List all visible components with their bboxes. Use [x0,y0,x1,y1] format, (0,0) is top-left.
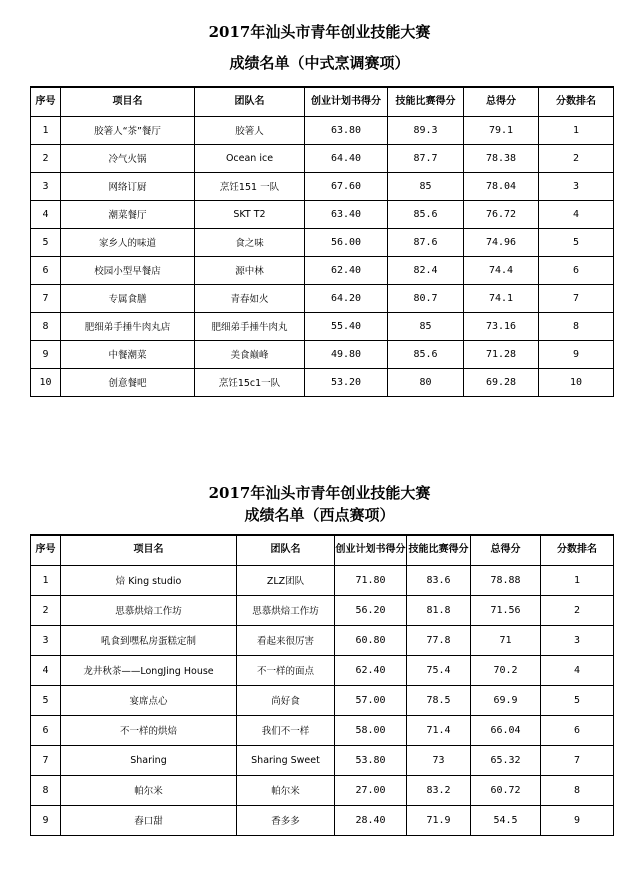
cell-index: 8 [31,775,61,805]
cell-project-name: 思慕烘焙工作坊 [61,595,237,625]
cell-team-name: 不一样的面点 [237,655,335,685]
cell-index: 10 [31,368,61,396]
cell-rank: 9 [541,805,614,835]
cell-index: 1 [31,565,61,595]
cell-team-name: 看起来很厉害 [237,625,335,655]
cell-total-score: 74.1 [464,284,539,312]
cell-project-name: 肥细弟手捶牛肉丸店 [61,312,195,340]
cell-plan-score: 63.40 [305,200,388,228]
header-total-score: 总得分 [471,535,541,565]
cell-project-name: 胶箸人“茶”餐厅 [61,116,195,144]
cell-index: 9 [31,340,61,368]
table-row [31,685,614,715]
cell-plan-score: 67.60 [305,172,388,200]
cell-rank: 2 [541,595,614,625]
cell-team-name: ZLZ团队 [237,565,335,595]
cell-plan-score: 28.40 [335,805,407,835]
header-rank: 分数排名 [541,535,614,565]
cell-total-score: 69.9 [471,685,541,715]
table-row [31,256,614,284]
cell-project-name: 不一样的烘焙 [61,715,237,745]
table-header [31,535,614,565]
cell-skill-score: 85.6 [388,200,464,228]
cell-plan-score: 53.20 [305,368,388,396]
cell-team-name: 思慕烘焙工作坊 [237,595,335,625]
table-row [31,625,614,655]
cell-rank: 8 [539,312,614,340]
cell-index: 5 [31,228,61,256]
cell-plan-score: 64.20 [305,284,388,312]
cell-plan-score: 53.80 [335,745,407,775]
cell-index: 4 [31,200,61,228]
cell-rank: 9 [539,340,614,368]
table-body [31,565,614,835]
cell-total-score: 74.4 [464,256,539,284]
cell-skill-score: 71.4 [407,715,471,745]
cell-index: 3 [31,625,61,655]
cell-team-name: 烹饪151 一队 [195,172,305,200]
cell-skill-score: 85 [388,172,464,200]
cell-project-name: 创意餐吧 [61,368,195,396]
header-row [31,535,614,565]
cell-total-score: 78.88 [471,565,541,595]
cell-index: 7 [31,284,61,312]
cell-rank: 5 [539,228,614,256]
cell-rank: 6 [539,256,614,284]
cell-rank: 3 [541,625,614,655]
cell-index: 6 [31,715,61,745]
cell-skill-score: 87.7 [388,144,464,172]
cell-project-name: Sharing [61,745,237,775]
table-row [31,655,614,685]
cell-plan-score: 64.40 [305,144,388,172]
header-rank: 分数排名 [539,87,614,116]
pastry-results-table [30,534,614,836]
cell-plan-score: 55.40 [305,312,388,340]
cell-rank: 1 [541,565,614,595]
cell-total-score: 71.56 [471,595,541,625]
section2-title: 2017年汕头市青年创业技能大赛 [208,484,431,502]
cell-project-name: 网络订厨 [61,172,195,200]
cell-project-name: 潮菜餐厅 [61,200,195,228]
cell-total-score: 79.1 [464,116,539,144]
cell-rank: 7 [541,745,614,775]
cell-index: 4 [31,655,61,685]
header-skill-score: 技能比赛得分 [388,87,464,116]
cell-skill-score: 89.3 [388,116,464,144]
cell-index: 6 [31,256,61,284]
cell-skill-score: 81.8 [407,595,471,625]
table-row [31,200,614,228]
cell-team-name: 食之味 [195,228,305,256]
table-header [31,87,614,116]
cell-plan-score: 56.20 [335,595,407,625]
cell-index: 3 [31,172,61,200]
cell-plan-score: 27.00 [335,775,407,805]
table-row [31,565,614,595]
table-row [31,368,614,396]
cell-total-score: 71 [471,625,541,655]
cell-team-name: 胶箸人 [195,116,305,144]
cell-project-name: 宴席点心 [61,685,237,715]
cell-index: 1 [31,116,61,144]
cell-total-score: 78.38 [464,144,539,172]
cell-team-name: 源中林 [195,256,305,284]
cell-project-name: 龙井秋茶——LongJing House [61,655,237,685]
cell-skill-score: 80.7 [388,284,464,312]
table-row [31,805,614,835]
cell-index: 5 [31,685,61,715]
cell-project-name: 冷气火锅 [61,144,195,172]
cell-plan-score: 63.80 [305,116,388,144]
cell-rank: 4 [541,655,614,685]
cell-rank: 10 [539,368,614,396]
header-row [31,87,614,116]
cell-skill-score: 85 [388,312,464,340]
cuisine-results-table [30,86,614,397]
cell-total-score: 69.28 [464,368,539,396]
section1-subtitle: 成绩名单（中式烹调赛项） [229,54,410,72]
cell-rank: 3 [539,172,614,200]
cell-team-name: 我们不一样 [237,715,335,745]
cell-skill-score: 87.6 [388,228,464,256]
cell-team-name: 青春如火 [195,284,305,312]
cell-project-name: 吼食到嘿私房蛋糕定制 [61,625,237,655]
cell-plan-score: 71.80 [335,565,407,595]
table-row [31,116,614,144]
cell-skill-score: 80 [388,368,464,396]
cell-rank: 7 [539,284,614,312]
section1-title: 2017年汕头市青年创业技能大赛 [208,23,431,41]
cell-skill-score: 83.6 [407,565,471,595]
cell-team-name: 美食巅峰 [195,340,305,368]
header-plan-score: 创业计划书得分 [335,535,407,565]
table-row [31,775,614,805]
cell-total-score: 65.32 [471,745,541,775]
section2-subtitle: 成绩名单（西点赛项） [244,506,395,524]
header-index: 序号 [31,87,61,116]
cell-project-name: 中餐潮菜 [61,340,195,368]
cell-team-name: 肥细弟手捶牛肉丸 [195,312,305,340]
cell-index: 2 [31,595,61,625]
cell-skill-score: 83.2 [407,775,471,805]
table-row [31,595,614,625]
cell-index: 7 [31,745,61,775]
cell-team-name: Ocean ice [195,144,305,172]
cell-skill-score: 85.6 [388,340,464,368]
cell-total-score: 60.72 [471,775,541,805]
table-row [31,284,614,312]
header-skill-score: 技能比赛得分 [407,535,471,565]
header-project-name: 项目名 [61,535,237,565]
cell-team-name: 香多多 [237,805,335,835]
cell-skill-score: 75.4 [407,655,471,685]
cell-plan-score: 58.00 [335,715,407,745]
table-row [31,715,614,745]
cell-rank: 8 [541,775,614,805]
cell-rank: 6 [541,715,614,745]
cell-total-score: 54.5 [471,805,541,835]
cell-rank: 5 [541,685,614,715]
cell-project-name: 家乡人的味道 [61,228,195,256]
cell-skill-score: 73 [407,745,471,775]
cell-total-score: 78.04 [464,172,539,200]
cell-plan-score: 49.80 [305,340,388,368]
cell-rank: 2 [539,144,614,172]
cell-total-score: 73.16 [464,312,539,340]
cell-project-name: 舂口甜 [61,805,237,835]
cell-project-name: 专属食膳 [61,284,195,312]
cell-plan-score: 57.00 [335,685,407,715]
header-plan-score: 创业计划书得分 [305,87,388,116]
cell-index: 2 [31,144,61,172]
header-project-name: 项目名 [61,87,195,116]
cell-plan-score: 56.00 [305,228,388,256]
cell-total-score: 70.2 [471,655,541,685]
cell-skill-score: 77.8 [407,625,471,655]
table-row [31,312,614,340]
cell-total-score: 74.96 [464,228,539,256]
table-body [31,116,614,396]
cell-team-name: Sharing Sweet [237,745,335,775]
cell-team-name: 帕尔米 [237,775,335,805]
table-row [31,144,614,172]
cell-total-score: 71.28 [464,340,539,368]
cell-plan-score: 62.40 [305,256,388,284]
cell-index: 8 [31,312,61,340]
cell-team-name: 尚好食 [237,685,335,715]
cell-plan-score: 60.80 [335,625,407,655]
cell-total-score: 76.72 [464,200,539,228]
cell-rank: 4 [539,200,614,228]
cell-project-name: 焙 King studio [61,565,237,595]
header-index: 序号 [31,535,61,565]
cell-rank: 1 [539,116,614,144]
cell-index: 9 [31,805,61,835]
cell-skill-score: 82.4 [388,256,464,284]
table-row [31,228,614,256]
cell-skill-score: 71.9 [407,805,471,835]
table-row [31,745,614,775]
header-total-score: 总得分 [464,87,539,116]
header-team-name: 团队名 [237,535,335,565]
cell-project-name: 校园小型早餐店 [61,256,195,284]
cell-team-name: 烹饪15c1一队 [195,368,305,396]
cell-project-name: 帕尔米 [61,775,237,805]
table-row [31,172,614,200]
cell-total-score: 66.04 [471,715,541,745]
cell-plan-score: 62.40 [335,655,407,685]
cell-skill-score: 78.5 [407,685,471,715]
table-row [31,340,614,368]
header-team-name: 团队名 [195,87,305,116]
cell-team-name: SKT T2 [195,200,305,228]
